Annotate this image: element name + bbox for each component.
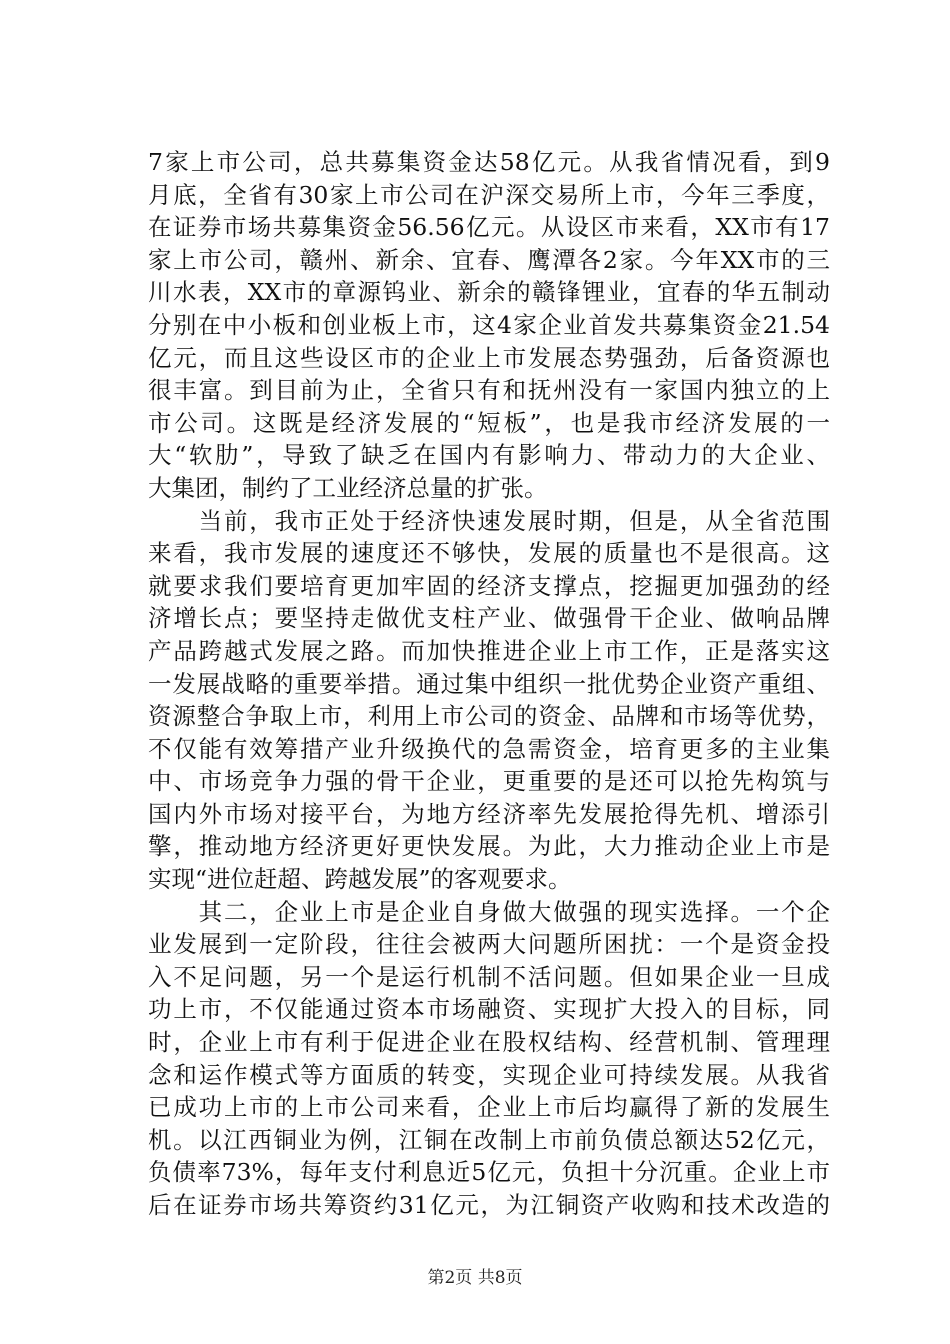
text-line: 市公司。这既是经济发展的“短板”，也是我市经济发展的一 [148,408,830,437]
text-line: 产品跨越式发展之路。而加快推进企业上市工作，正是落实这 [148,636,830,665]
text-line: 很丰富。到目前为止，全省只有和抚州没有一家国内独立的上 [148,376,830,405]
text-line: 机。以江西铜业为例，江铜在改制上市前负债总额达52亿元， [148,1125,830,1154]
text-line: 大集团，制约了工业经济总量的扩张。 [148,473,548,502]
text-line: 家上市公司，赣州、新余、宜春、鹰潭各2家。今年XX市的三 [148,245,830,274]
text-line: 已成功上市的上市公司来看，企业上市后均赢得了新的发展生 [148,1093,830,1122]
text-line: 当前，我市正处于经济快速发展时期，但是，从全省范围 [148,506,830,535]
page-number-footer: 第2页 共8页 [427,1268,523,1288]
text-line: 济增长点；要坚持走做优支柱产业、做强骨干企业、做响品牌 [148,604,830,633]
text-line: 大“软肋”，导致了缺乏在国内有影响力、带动力的大企业、 [148,441,830,470]
text-line: 资源整合争取上市，利用上市公司的资金、品牌和市场等优势， [148,702,830,731]
text-line: 中、市场竞争力强的骨干企业，更重要的是还可以抢先构筑与 [148,767,830,796]
text-line: 亿元，而且这些设区市的企业上市发展态势强劲，后备资源也 [148,343,830,372]
text-line: 擎，推动地方经济更好更快发展。为此，大力推动企业上市是 [148,832,830,861]
text-line: 入不足问题，另一个是运行机制不活问题。但如果企业一旦成 [148,962,830,991]
text-line: 功上市，不仅能通过资本市场融资、实现扩大投入的目标，同 [148,995,830,1024]
text-line: 业发展到一定阶段，往往会被两大问题所困扰：一个是资金投 [148,930,830,959]
text-line: 在证券市场共募集资金56.56亿元。从设区市来看，XX市有17 [148,213,830,242]
text-line: 实现“进位赶超、跨越发展”的客观要求。 [148,865,572,894]
text-line: 一发展战略的重要举措。通过集中组织一批优势企业资产重组、 [148,669,830,698]
text-line: 国内外市场对接平台，为地方经济率先发展抢得先机、增添引 [148,799,830,828]
text-line: 负债率73%，每年支付利息近5亿元，负担十分沉重。企业上市 [148,1158,830,1187]
text-line: 分别在中小板和创业板上市，这4家企业首发共募集资金21.54 [148,310,830,339]
text-line: 来看，我市发展的速度还不够快，发展的质量也不是很高。这 [148,539,830,568]
text-line: 念和运作模式等方面质的转变，实现企业可持续发展。从我省 [148,1060,830,1089]
text-line: 7家上市公司，总共募集资金达58亿元。从我省情况看，到9 [148,148,830,176]
text-line: 不仅能有效筹措产业升级换代的急需资金，培育更多的主业集 [148,734,830,763]
text-line: 就要求我们要培育更加牢固的经济支撑点，挖掘更加强劲的经 [148,571,830,600]
text-line: 其二，企业上市是企业自身做大做强的现实选择。一个企 [148,897,830,926]
text-line: 时，企业上市有利于促进企业在股权结构、经营机制、管理理 [148,1028,830,1057]
text-line: 后在证券市场共筹资约31亿元，为江铜资产收购和技术改造的 [148,1191,830,1219]
body-text [148,146,830,1222]
text-line: 月底，全省有30家上市公司在沪深交易所上市，今年三季度， [148,180,830,209]
text-line: 川水表，XX市的章源钨业、新余的赣锋锂业，宜春的华五制动 [148,278,830,307]
